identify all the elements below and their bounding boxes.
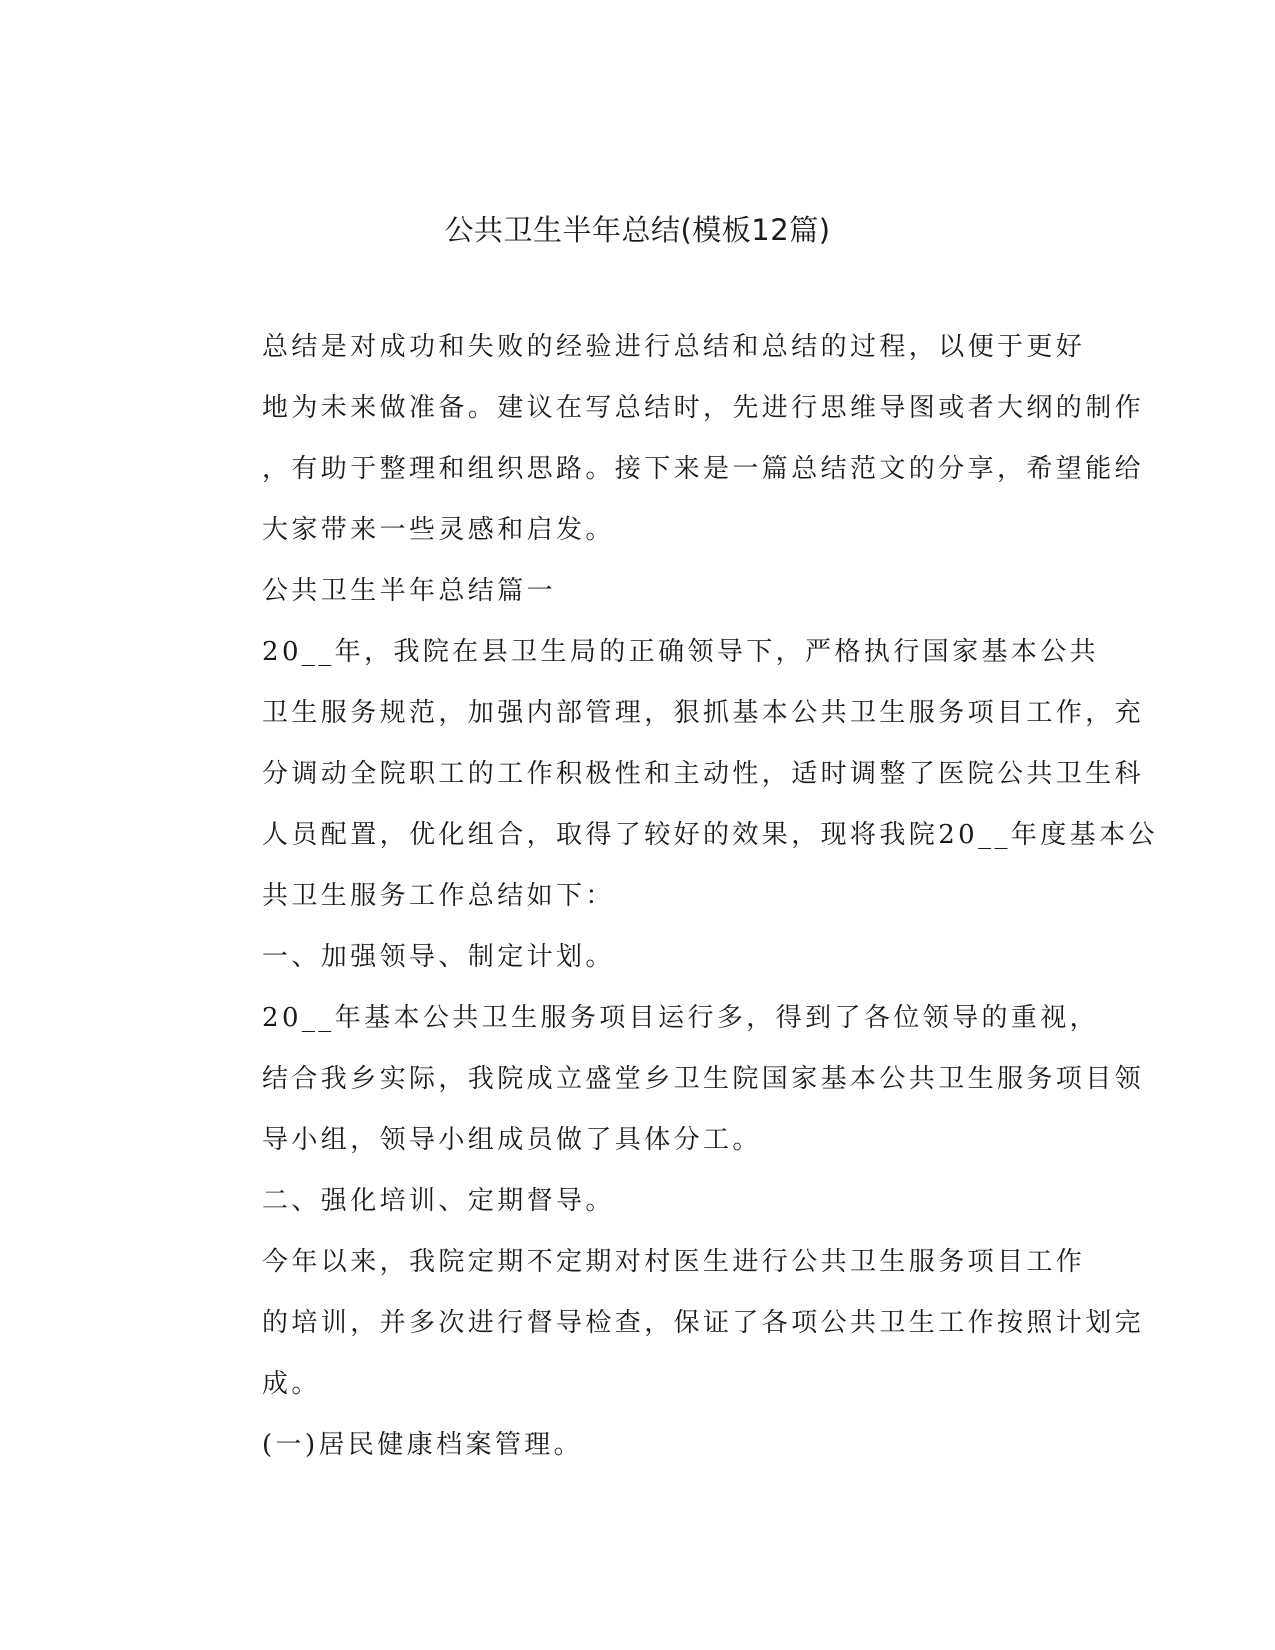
paragraph-line: 二、强化培训、定期督导。 [262, 1186, 615, 1216]
paragraph [186, 988, 1145, 1171]
paragraph-line: 一、加强领导、制定计划。 [262, 942, 615, 972]
paragraph-line: ，有助于整理和组织思路。接下来是一篇总结范文的分享，希望能给 [262, 454, 1145, 484]
document-body [186, 317, 1158, 1476]
paragraph-line: 导小组，领导小组成员做了具体分工。 [262, 1125, 762, 1155]
paragraph-line: 结合我乡实际，我院成立盛堂乡卫生院国家基本公共卫生服务项目领 [262, 1064, 1145, 1094]
paragraph-line: 卫生服务规范，加强内部管理，狠抓基本公共卫生服务项目工作，充 [262, 698, 1145, 728]
paragraph-line: 的培训，并多次进行督导检查，保证了各项公共卫生工作按照计划完 [262, 1308, 1145, 1338]
paragraph-line: 今年以来，我院定期不定期对村医生进行公共卫生服务项目工作 [262, 1247, 1086, 1277]
paragraph-line: 人员配置，优化组合，取得了较好的效果，现将我院20__年度基本公 [262, 820, 1158, 850]
paragraph-line: 公共卫生半年总结篇一 [262, 576, 557, 606]
paragraph [186, 927, 1086, 988]
paragraph-line: 分调动全院职工的工作积极性和主动性，适时调整了医院公共卫生科 [262, 759, 1145, 789]
paragraph-line: 共卫生服务工作总结如下： [262, 881, 615, 911]
paragraph [186, 1232, 1145, 1415]
paragraph [186, 561, 1086, 622]
paragraph-line: (一)居民健康档案管理。 [262, 1430, 584, 1460]
document-title: 公共卫生半年总结(模板12篇) [444, 213, 831, 247]
paragraph-line: 20__年基本公共卫生服务项目运行多，得到了各位领导的重视， [262, 1003, 1100, 1033]
paragraph-line: 总结是对成功和失败的经验进行总结和总结的过程，以便于更好 [262, 332, 1086, 362]
paragraph-line: 成。 [262, 1369, 321, 1399]
paragraph [186, 1171, 1086, 1232]
paragraph-line: 20__年，我院在县卫生局的正确领导下，严格执行国家基本公共 [262, 637, 1100, 667]
paragraph-line: 地为未来做准备。建议在写总结时，先进行思维导图或者大纲的制作 [262, 393, 1145, 423]
paragraph-line: 大家带来一些灵感和启发。 [262, 515, 615, 545]
paragraph [186, 317, 1145, 561]
paragraph [186, 1415, 1086, 1476]
paragraph [186, 622, 1158, 927]
